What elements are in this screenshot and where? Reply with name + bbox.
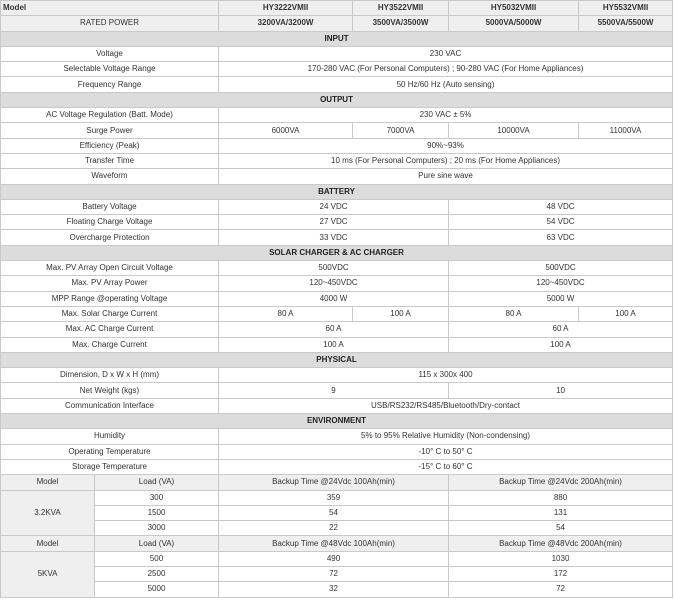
- backup-row: [1, 566, 673, 581]
- spec-row: [1, 444, 673, 459]
- model-name: HY3222VMII: [219, 1, 353, 16]
- backup-model-header: Model: [1, 536, 95, 551]
- spec-row: [1, 62, 673, 77]
- model-header-row: [1, 1, 673, 16]
- spec-value: 120~450VDC: [219, 276, 449, 291]
- backup-time-header: Backup Time @24Vdc 100Ah(min): [219, 475, 449, 490]
- spec-value: 90%~93%: [219, 138, 673, 153]
- spec-value: 4000 W: [219, 291, 449, 306]
- backup-time: 1030: [449, 551, 673, 566]
- spec-value: 5000 W: [449, 291, 673, 306]
- spec-value: 63 VDC: [449, 230, 673, 245]
- backup-time: 490: [219, 551, 449, 566]
- spec-label: Operating Temperature: [1, 444, 219, 459]
- spec-value: 115 x 300x 400: [219, 368, 673, 383]
- rated-power-value: 5000VA/5000W: [449, 16, 579, 31]
- section-header-battery: BATTERY: [1, 184, 673, 199]
- spec-label: Storage Temperature: [1, 459, 219, 474]
- backup-time-header: Backup Time @24Vdc 200Ah(min): [449, 475, 673, 490]
- spec-value: 54 VDC: [449, 215, 673, 230]
- spec-value: -10° C to 50° C: [219, 444, 673, 459]
- spec-row: [1, 291, 673, 306]
- rated-power-row: [1, 16, 673, 31]
- spec-label: MPP Range @operating Voltage: [1, 291, 219, 306]
- backup-row: [1, 551, 673, 566]
- backup-time: 172: [449, 566, 673, 581]
- spec-row: [1, 429, 673, 444]
- spec-label: Max. Charge Current: [1, 337, 219, 352]
- backup-header-row: [1, 475, 673, 490]
- backup-row: [1, 505, 673, 520]
- backup-time-header: Backup Time @48Vdc 100Ah(min): [219, 536, 449, 551]
- spec-label: Max. PV Array Power: [1, 276, 219, 291]
- spec-label: Battery Voltage: [1, 199, 219, 214]
- spec-row: [1, 123, 673, 138]
- spec-row: [1, 108, 673, 123]
- spec-value: 24 VDC: [219, 199, 449, 214]
- spec-row: [1, 322, 673, 337]
- spec-label: Selectable Voltage Range: [1, 62, 219, 77]
- spec-value: 7000VA: [353, 123, 449, 138]
- spec-row: [1, 276, 673, 291]
- spec-label: Overcharge Protection: [1, 230, 219, 245]
- spec-value: 5% to 95% Relative Humidity (Non-condensing): [219, 429, 673, 444]
- spec-label: Net Weight (kgs): [1, 383, 219, 398]
- backup-load-header: Load (VA): [95, 475, 219, 490]
- spec-row: [1, 261, 673, 276]
- spec-label: Efficiency (Peak): [1, 138, 219, 153]
- spec-row: [1, 138, 673, 153]
- spec-value: Pure sine wave: [219, 169, 673, 184]
- model-name: HY5032VMII: [449, 1, 579, 16]
- backup-time-header: Backup Time @48Vdc 200Ah(min): [449, 536, 673, 551]
- spec-row: [1, 459, 673, 474]
- backup-load: 1500: [95, 505, 219, 520]
- model-header-label: Model: [1, 1, 219, 16]
- backup-row: [1, 521, 673, 536]
- section-header-output: OUTPUT: [1, 92, 673, 107]
- backup-time: 22: [219, 521, 449, 536]
- spec-value: 6000VA: [219, 123, 353, 138]
- spec-value: 500VDC: [219, 261, 449, 276]
- spec-label: Humidity: [1, 429, 219, 444]
- spec-value: 170-280 VAC (For Personal Computers) ; 90-280 VAC (For Home Appliances): [219, 62, 673, 77]
- spec-value: 10: [449, 383, 673, 398]
- spec-value: 48 VDC: [449, 199, 673, 214]
- rated-power-value: 3200VA/3200W: [219, 16, 353, 31]
- spec-label: Waveform: [1, 169, 219, 184]
- spec-value: 10 ms (For Personal Computers) ; 20 ms (For Home Appliances): [219, 153, 673, 168]
- spec-value: 500VDC: [449, 261, 673, 276]
- spec-row: [1, 199, 673, 214]
- model-name: HY3522VMII: [353, 1, 449, 16]
- spec-value: 100 A: [219, 337, 449, 352]
- section-header-environment: ENVIRONMENT: [1, 414, 673, 429]
- spec-row: [1, 398, 673, 413]
- rated-power-value: 3500VA/3500W: [353, 16, 449, 31]
- spec-label: Max. Solar Charge Current: [1, 306, 219, 321]
- backup-time: 880: [449, 490, 673, 505]
- spec-value: 230 VAC ± 5%: [219, 108, 673, 123]
- backup-row: [1, 582, 673, 597]
- spec-value: 60 A: [449, 322, 673, 337]
- spec-label: Transfer Time: [1, 153, 219, 168]
- spec-row: [1, 46, 673, 61]
- spec-row: [1, 230, 673, 245]
- backup-load: 500: [95, 551, 219, 566]
- spec-label: Max. PV Array Open Circuit Voltage: [1, 261, 219, 276]
- spec-value: 120~450VDC: [449, 276, 673, 291]
- backup-load-header: Load (VA): [95, 536, 219, 551]
- backup-header-row: [1, 536, 673, 551]
- spec-value: USB/RS232/RS485/Bluetooth/Dry-contact: [219, 398, 673, 413]
- spec-value: 80 A: [219, 306, 353, 321]
- backup-time: 54: [449, 521, 673, 536]
- spec-label: Max. AC Charge Current: [1, 322, 219, 337]
- backup-time: 54: [219, 505, 449, 520]
- backup-model: 5KVA: [1, 551, 95, 597]
- backup-model-header: Model: [1, 475, 95, 490]
- spec-row: [1, 77, 673, 92]
- backup-time: 131: [449, 505, 673, 520]
- spec-row: [1, 169, 673, 184]
- backup-load: 300: [95, 490, 219, 505]
- backup-time: 359: [219, 490, 449, 505]
- spec-value: 10000VA: [449, 123, 579, 138]
- spec-row: [1, 337, 673, 352]
- section-header-input: INPUT: [1, 31, 673, 46]
- backup-model: 3.2KVA: [1, 490, 95, 536]
- spec-label: Floating Charge Voltage: [1, 215, 219, 230]
- spec-value: 80 A: [449, 306, 579, 321]
- spec-value: 230 VAC: [219, 46, 673, 61]
- spec-value: -15° C to 60° C: [219, 459, 673, 474]
- model-name: HY5532VMII: [579, 1, 673, 16]
- spec-label: Voltage: [1, 46, 219, 61]
- backup-time: 32: [219, 582, 449, 597]
- spec-value: 100 A: [353, 306, 449, 321]
- spec-value: 9: [219, 383, 449, 398]
- backup-load: 2500: [95, 566, 219, 581]
- backup-time: 72: [449, 582, 673, 597]
- spec-row: [1, 306, 673, 321]
- spec-row: [1, 383, 673, 398]
- spec-value: 11000VA: [579, 123, 673, 138]
- section-header-solar: SOLAR CHARGER & AC CHARGER: [1, 245, 673, 260]
- spec-value: 100 A: [579, 306, 673, 321]
- spec-value: 60 A: [219, 322, 449, 337]
- backup-row: [1, 490, 673, 505]
- spec-label: Dimension, D x W x H (mm): [1, 368, 219, 383]
- rated-power-label: RATED POWER: [1, 16, 219, 31]
- spec-value: 50 Hz/60 Hz (Auto sensing): [219, 77, 673, 92]
- spec-label: Surge Power: [1, 123, 219, 138]
- backup-load: 5000: [95, 582, 219, 597]
- spec-value: 33 VDC: [219, 230, 449, 245]
- spec-label: AC Voltage Regulation (Batt. Mode): [1, 108, 219, 123]
- spec-row: [1, 215, 673, 230]
- backup-time: 72: [219, 566, 449, 581]
- spec-row: [1, 368, 673, 383]
- spec-label: Frequency Range: [1, 77, 219, 92]
- spec-value: 100 A: [449, 337, 673, 352]
- section-header-physical: PHYSICAL: [1, 352, 673, 367]
- spec-value: 27 VDC: [219, 215, 449, 230]
- rated-power-value: 5500VA/5500W: [579, 16, 673, 31]
- spec-label: Communication Interface: [1, 398, 219, 413]
- spec-row: [1, 153, 673, 168]
- backup-load: 3000: [95, 521, 219, 536]
